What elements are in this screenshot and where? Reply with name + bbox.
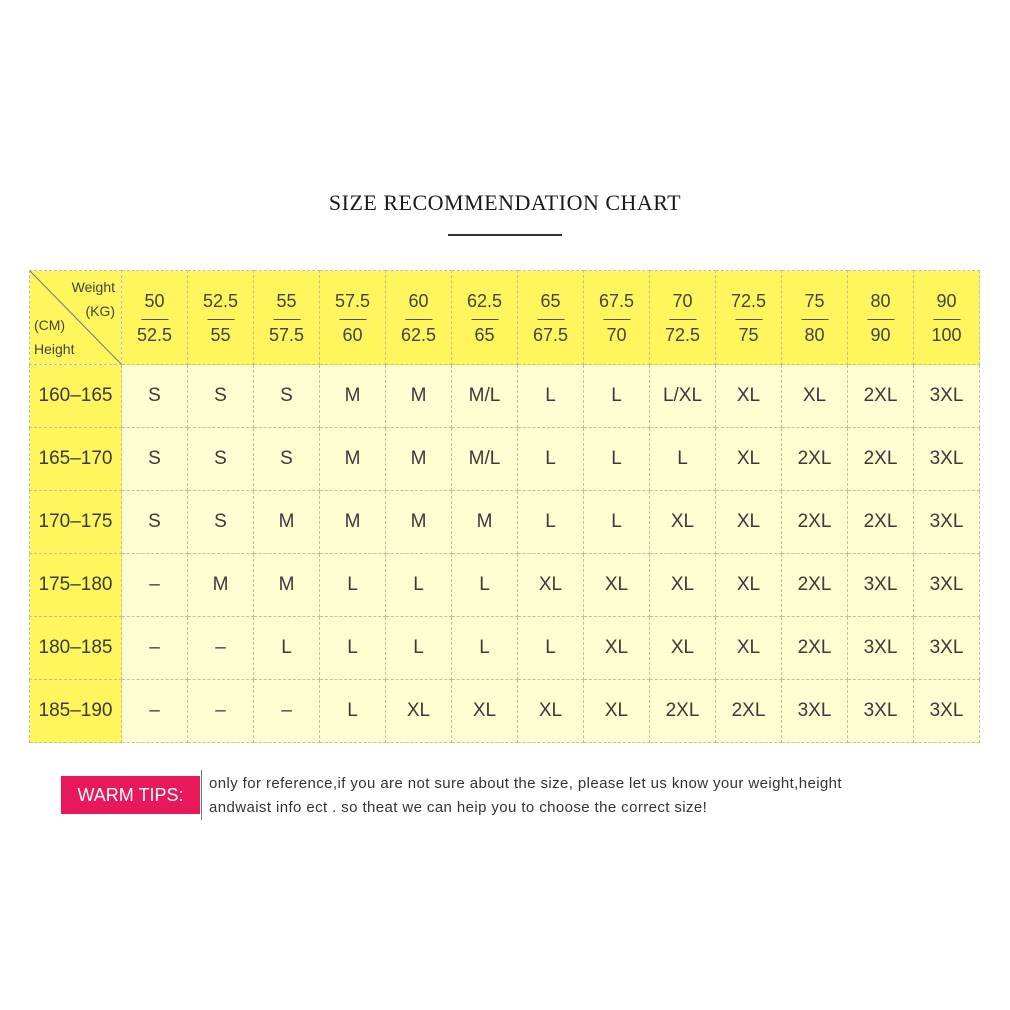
size-cell: M [254, 491, 320, 554]
weight-range-separator: —— [669, 309, 696, 326]
size-cell: 3XL [914, 491, 980, 554]
size-cell: 3XL [914, 428, 980, 491]
size-cell: L/XL [650, 365, 716, 428]
size-cell: S [188, 365, 254, 428]
height-range-cell: 185–190 [30, 680, 122, 743]
chart-title: SIZE RECOMMENDATION CHART [328, 190, 682, 215]
size-cell: XL [650, 617, 716, 680]
weight-range-high: 90 [870, 324, 891, 345]
size-cell: 2XL [848, 491, 914, 554]
size-cell: XL [716, 365, 782, 428]
weight-range-header [386, 271, 452, 365]
size-cell: S [122, 428, 188, 491]
weight-range-separator: —— [405, 309, 432, 326]
size-cell: XL [650, 491, 716, 554]
size-cell: L [518, 428, 584, 491]
size-cell: L [386, 554, 452, 617]
corner-cell [30, 271, 122, 365]
size-cell: 2XL [848, 365, 914, 428]
weight-range-separator: —— [273, 309, 300, 326]
size-cell: L [386, 617, 452, 680]
size-cell: XL [782, 365, 848, 428]
tips-line-2: andwaist info ect . so theat we can heip you to choose the correct size! [209, 799, 708, 816]
size-cell: L [650, 428, 716, 491]
title-underline [448, 234, 562, 236]
size-cell: 3XL [914, 617, 980, 680]
size-cell: 3XL [782, 680, 848, 743]
weight-range-header [716, 271, 782, 365]
weight-range-header [320, 271, 386, 365]
weight-range-header [848, 271, 914, 365]
size-cell: XL [650, 554, 716, 617]
size-cell: 2XL [782, 491, 848, 554]
size-cell: XL [386, 680, 452, 743]
weight-range-high: 62.5 [400, 324, 437, 345]
weight-range-separator: —— [801, 309, 828, 326]
size-cell: 2XL [782, 617, 848, 680]
size-cell: 3XL [914, 680, 980, 743]
size-cell: 3XL [848, 680, 914, 743]
weight-range-low: 72.5 [730, 290, 767, 311]
size-cell: XL [716, 554, 782, 617]
size-cell: L [518, 491, 584, 554]
size-cell: S [188, 491, 254, 554]
size-cell: – [188, 680, 254, 743]
warm-tips-badge: WARM TIPS: [61, 776, 200, 814]
weight-range-low: 55 [276, 290, 297, 311]
size-cell: M [254, 554, 320, 617]
weight-range-high: 75 [738, 324, 759, 345]
size-cell: XL [716, 491, 782, 554]
size-cell: – [122, 554, 188, 617]
size-cell: L [320, 554, 386, 617]
size-cell: M [386, 428, 452, 491]
size-cell: XL [716, 617, 782, 680]
size-cell: XL [716, 428, 782, 491]
size-cell: XL [584, 554, 650, 617]
weight-range-low: 57.5 [334, 290, 371, 311]
weight-range-low: 90 [936, 290, 957, 311]
size-cell: 3XL [848, 554, 914, 617]
weight-range-low: 75 [804, 290, 825, 311]
size-cell: M [188, 554, 254, 617]
weight-range-header [584, 271, 650, 365]
size-cell: M [386, 491, 452, 554]
weight-range-header [914, 271, 980, 365]
size-cell: XL [452, 680, 518, 743]
size-cell: M [452, 491, 518, 554]
weight-range-high: 100 [931, 324, 962, 345]
size-row [30, 554, 980, 617]
size-cell: L [320, 617, 386, 680]
size-cell: M/L [452, 428, 518, 491]
size-cell: L [584, 491, 650, 554]
size-cell: M/L [452, 365, 518, 428]
size-row [30, 680, 980, 743]
weight-range-header [650, 271, 716, 365]
size-cell: L [518, 617, 584, 680]
weight-range-low: 52.5 [202, 290, 239, 311]
size-cell: 2XL [716, 680, 782, 743]
size-cell: S [254, 365, 320, 428]
weight-range-separator: —— [735, 309, 762, 326]
weight-range-separator: —— [141, 309, 168, 326]
size-cell: M [320, 365, 386, 428]
size-row [30, 365, 980, 428]
size-cell: L [452, 554, 518, 617]
size-cell: L [584, 428, 650, 491]
corner-cm-label: (CM) [34, 317, 66, 333]
weight-range-header [452, 271, 518, 365]
weight-range-low: 65 [540, 290, 561, 311]
size-cell: L [452, 617, 518, 680]
warm-tips-text [209, 772, 979, 820]
size-cell: 2XL [782, 428, 848, 491]
size-row [30, 617, 980, 680]
weight-range-header [122, 271, 188, 365]
size-chart-table [29, 270, 980, 743]
height-range-cell: 180–185 [30, 617, 122, 680]
size-row [30, 428, 980, 491]
size-cell: L [518, 365, 584, 428]
weight-range-header [254, 271, 320, 365]
size-cell: M [386, 365, 452, 428]
tips-divider [201, 770, 202, 820]
corner-height-label: Height [34, 341, 75, 357]
weight-range-low: 60 [408, 290, 429, 311]
weight-range-separator: —— [537, 309, 564, 326]
weight-range-separator: —— [207, 309, 234, 326]
size-cell: 3XL [848, 617, 914, 680]
size-cell: S [122, 365, 188, 428]
corner-kg-label: (KG) [85, 303, 115, 319]
size-cell: L [254, 617, 320, 680]
weight-range-high: 70 [606, 324, 627, 345]
size-cell: 2XL [848, 428, 914, 491]
weight-range-high: 60 [342, 324, 363, 345]
size-cell: – [122, 617, 188, 680]
size-cell: – [122, 680, 188, 743]
height-range-cell: 170–175 [30, 491, 122, 554]
size-cell: XL [518, 554, 584, 617]
weight-range-low: 62.5 [466, 290, 503, 311]
weight-range-separator: —— [867, 309, 894, 326]
weight-range-low: 70 [672, 290, 693, 311]
size-cell: S [254, 428, 320, 491]
weight-range-high: 57.5 [268, 324, 305, 345]
size-cell: XL [518, 680, 584, 743]
weight-range-separator: —— [933, 309, 960, 326]
weight-range-high: 67.5 [532, 324, 569, 345]
weight-range-high: 65 [474, 324, 495, 345]
size-cell: L [320, 680, 386, 743]
weight-range-high: 52.5 [136, 324, 173, 345]
size-cell: 2XL [650, 680, 716, 743]
size-cell: 3XL [914, 554, 980, 617]
size-cell: M [320, 428, 386, 491]
height-range-cell: 165–170 [30, 428, 122, 491]
weight-range-separator: —— [603, 309, 630, 326]
weight-range-low: 67.5 [598, 290, 635, 311]
size-cell: 3XL [914, 365, 980, 428]
weight-range-high: 80 [804, 324, 825, 345]
weight-range-header [518, 271, 584, 365]
weight-range-header [782, 271, 848, 365]
weight-range-high: 55 [210, 324, 231, 345]
size-cell: L [584, 365, 650, 428]
size-cell: – [254, 680, 320, 743]
weight-range-separator: —— [339, 309, 366, 326]
size-cell: XL [584, 617, 650, 680]
tips-line-1: only for reference,if you are not sure about the size, please let us know your weight,height [209, 775, 842, 792]
size-cell: M [320, 491, 386, 554]
corner-weight-label: Weight [71, 279, 115, 295]
height-range-cell: 175–180 [30, 554, 122, 617]
size-cell: S [188, 428, 254, 491]
size-cell: XL [584, 680, 650, 743]
size-cell: S [122, 491, 188, 554]
weight-range-separator: —— [471, 309, 498, 326]
size-row [30, 491, 980, 554]
weight-range-header [188, 271, 254, 365]
weight-header-row [30, 271, 980, 365]
weight-range-low: 50 [144, 290, 165, 311]
size-cell: 2XL [782, 554, 848, 617]
height-range-cell: 160–165 [30, 365, 122, 428]
weight-range-low: 80 [870, 290, 891, 311]
size-cell: – [188, 617, 254, 680]
weight-range-high: 72.5 [664, 324, 701, 345]
